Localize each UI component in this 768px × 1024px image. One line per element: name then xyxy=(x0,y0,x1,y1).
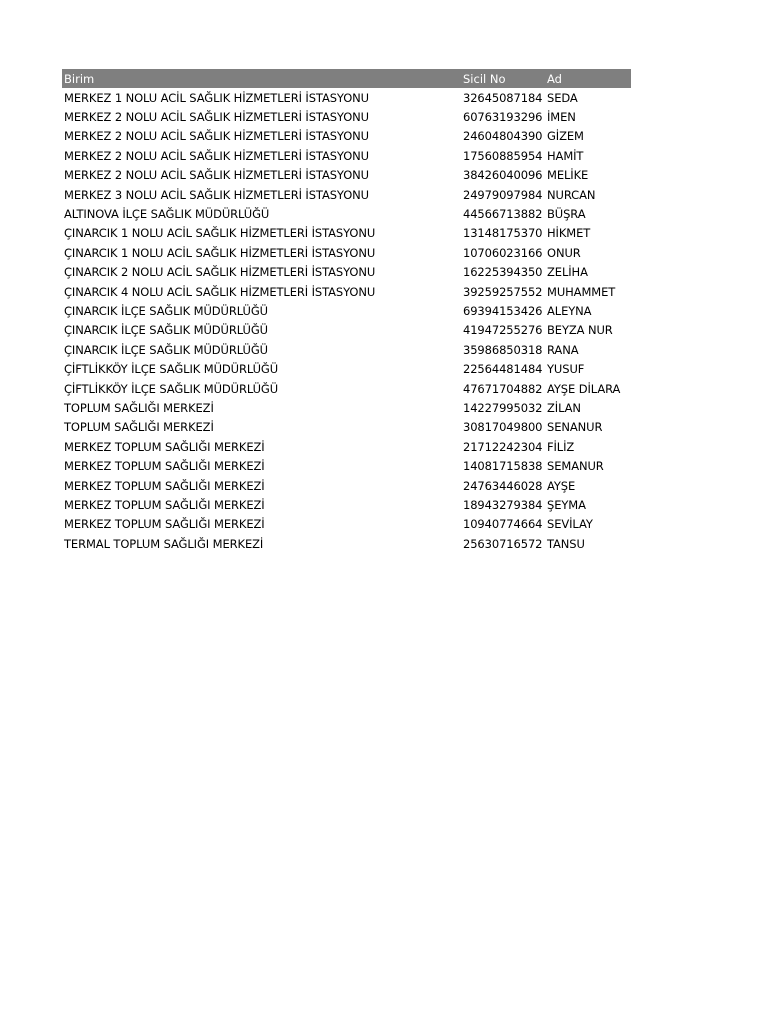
cell-birim: MERKEZ 3 NOLU ACİL SAĞLIK HİZMETLERİ İSTASYONU xyxy=(64,187,369,202)
cell-birim: MERKEZ 1 NOLU ACİL SAĞLIK HİZMETLERİ İSTASYONU xyxy=(64,90,369,105)
table-row xyxy=(62,146,631,165)
cell-ad: ZİLAN xyxy=(547,400,581,415)
table-header-row xyxy=(62,69,631,88)
cell-birim: MERKEZ TOPLUM SAĞLIĞI MERKEZİ xyxy=(64,478,265,493)
table-row xyxy=(62,476,631,495)
column-header-ad: Ad xyxy=(547,71,562,86)
cell-birim: ÇINARCIK İLÇE SAĞLIK MÜDÜRLÜĞÜ xyxy=(64,323,268,338)
personnel-table xyxy=(62,69,631,553)
cell-birim: MERKEZ TOPLUM SAĞLIĞI MERKEZİ xyxy=(64,459,265,474)
cell-sicil-no: 18943279384 xyxy=(463,497,543,512)
cell-ad: TANSU xyxy=(547,536,585,551)
cell-ad: ŞEYMA xyxy=(547,497,586,512)
cell-ad: ONUR xyxy=(547,245,581,260)
cell-sicil-no: 35986850318 xyxy=(463,342,543,357)
cell-birim: TOPLUM SAĞLIĞI MERKEZİ xyxy=(64,420,214,435)
cell-birim: ÇİFTLİKKÖY İLÇE SAĞLIK MÜDÜRLÜĞÜ xyxy=(64,381,279,396)
table-row xyxy=(62,534,631,553)
table-row xyxy=(62,301,631,320)
cell-sicil-no: 10706023166 xyxy=(463,245,543,260)
cell-sicil-no: 16225394350 xyxy=(463,265,543,280)
cell-ad: SEMANUR xyxy=(547,459,604,474)
cell-sicil-no: 38426040096 xyxy=(463,168,543,183)
cell-birim: ÇINARCIK 4 NOLU ACİL SAĞLIK HİZMETLERİ İSTASYONU xyxy=(64,284,376,299)
cell-ad: ZELİHA xyxy=(547,265,588,280)
cell-birim: MERKEZ 2 NOLU ACİL SAĞLIK HİZMETLERİ İSTASYONU xyxy=(64,148,369,163)
cell-sicil-no: 44566713882 xyxy=(463,207,543,222)
cell-birim: MERKEZ TOPLUM SAĞLIĞI MERKEZİ xyxy=(64,439,265,454)
cell-sicil-no: 25630716572 xyxy=(463,536,543,551)
cell-birim: MERKEZ TOPLUM SAĞLIĞI MERKEZİ xyxy=(64,517,265,532)
cell-ad: SEVİLAY xyxy=(547,517,593,532)
cell-birim: ÇINARCIK 2 NOLU ACİL SAĞLIK HİZMETLERİ İSTASYONU xyxy=(64,265,376,280)
cell-ad: MELİKE xyxy=(547,168,589,183)
cell-ad: ALEYNA xyxy=(547,303,592,318)
cell-birim: MERKEZ 2 NOLU ACİL SAĞLIK HİZMETLERİ İSTASYONU xyxy=(64,129,369,144)
cell-sicil-no: 14081715838 xyxy=(463,459,543,474)
table-row xyxy=(62,379,631,398)
table-row xyxy=(62,418,631,437)
cell-sicil-no: 21712242304 xyxy=(463,439,543,454)
cell-ad: SEDA xyxy=(547,90,578,105)
table-body xyxy=(62,88,631,553)
cell-sicil-no: 17560885954 xyxy=(463,148,543,163)
cell-sicil-no: 41947255276 xyxy=(463,323,543,338)
table-row xyxy=(62,224,631,243)
table-row xyxy=(62,495,631,514)
cell-sicil-no: 32645087184 xyxy=(463,90,543,105)
cell-ad: AYŞE DİLARA xyxy=(547,381,621,396)
table-row xyxy=(62,107,631,126)
cell-sicil-no: 30817049800 xyxy=(463,420,543,435)
table-row xyxy=(62,127,631,146)
cell-sicil-no: 47671704882 xyxy=(463,381,543,396)
column-header-birim: Birim xyxy=(64,71,95,86)
cell-ad: HİKMET xyxy=(547,226,591,241)
cell-ad: AYŞE xyxy=(547,478,576,493)
cell-birim: ÇİFTLİKKÖY İLÇE SAĞLIK MÜDÜRLÜĞÜ xyxy=(64,362,279,377)
cell-sicil-no: 13148175370 xyxy=(463,226,543,241)
cell-sicil-no: 10940774664 xyxy=(463,517,543,532)
cell-birim: TERMAL TOPLUM SAĞLIĞI MERKEZİ xyxy=(64,536,264,551)
cell-ad: YUSUF xyxy=(547,362,585,377)
table-row xyxy=(62,88,631,107)
table-row xyxy=(62,321,631,340)
table-row xyxy=(62,166,631,185)
cell-sicil-no: 69394153426 xyxy=(463,303,543,318)
cell-sicil-no: 14227995032 xyxy=(463,400,543,415)
table-row xyxy=(62,515,631,534)
table-row xyxy=(62,282,631,301)
cell-ad: GİZEM xyxy=(547,129,584,144)
table-row xyxy=(62,204,631,223)
cell-birim: MERKEZ TOPLUM SAĞLIĞI MERKEZİ xyxy=(64,497,265,512)
cell-sicil-no: 24763446028 xyxy=(463,478,543,493)
table-row xyxy=(62,359,631,378)
cell-sicil-no: 24604804390 xyxy=(463,129,543,144)
table-row xyxy=(62,340,631,359)
cell-sicil-no: 39259257552 xyxy=(463,284,543,299)
cell-ad: SENANUR xyxy=(547,420,603,435)
cell-ad: MUHAMMET xyxy=(547,284,616,299)
cell-sicil-no: 60763193296 xyxy=(463,110,543,125)
cell-birim: MERKEZ 2 NOLU ACİL SAĞLIK HİZMETLERİ İSTASYONU xyxy=(64,110,369,125)
cell-birim: TOPLUM SAĞLIĞI MERKEZİ xyxy=(64,400,214,415)
cell-ad: BEYZA NUR xyxy=(547,323,613,338)
table-row xyxy=(62,185,631,204)
cell-ad: FİLİZ xyxy=(547,439,575,454)
cell-ad: RANA xyxy=(547,342,579,357)
cell-birim: ÇINARCIK İLÇE SAĞLIK MÜDÜRLÜĞÜ xyxy=(64,303,268,318)
table-row xyxy=(62,243,631,262)
table-row xyxy=(62,398,631,417)
table-row xyxy=(62,263,631,282)
cell-birim: ÇINARCIK İLÇE SAĞLIK MÜDÜRLÜĞÜ xyxy=(64,342,268,357)
cell-ad: BÜŞRA xyxy=(547,207,586,222)
table-row xyxy=(62,437,631,456)
table-row xyxy=(62,456,631,475)
cell-birim: ÇINARCIK 1 NOLU ACİL SAĞLIK HİZMETLERİ İSTASYONU xyxy=(64,226,376,241)
cell-sicil-no: 22564481484 xyxy=(463,362,543,377)
column-header-sicil-no: Sicil No xyxy=(463,71,506,86)
cell-ad: NURCAN xyxy=(547,187,596,202)
cell-birim: MERKEZ 2 NOLU ACİL SAĞLIK HİZMETLERİ İSTASYONU xyxy=(64,168,369,183)
cell-ad: İMEN xyxy=(547,110,576,125)
cell-sicil-no: 24979097984 xyxy=(463,187,543,202)
cell-ad: HAMİT xyxy=(547,148,584,163)
cell-birim: ÇINARCIK 1 NOLU ACİL SAĞLIK HİZMETLERİ İSTASYONU xyxy=(64,245,376,260)
cell-birim: ALTINOVA İLÇE SAĞLIK MÜDÜRLÜĞÜ xyxy=(64,207,270,222)
